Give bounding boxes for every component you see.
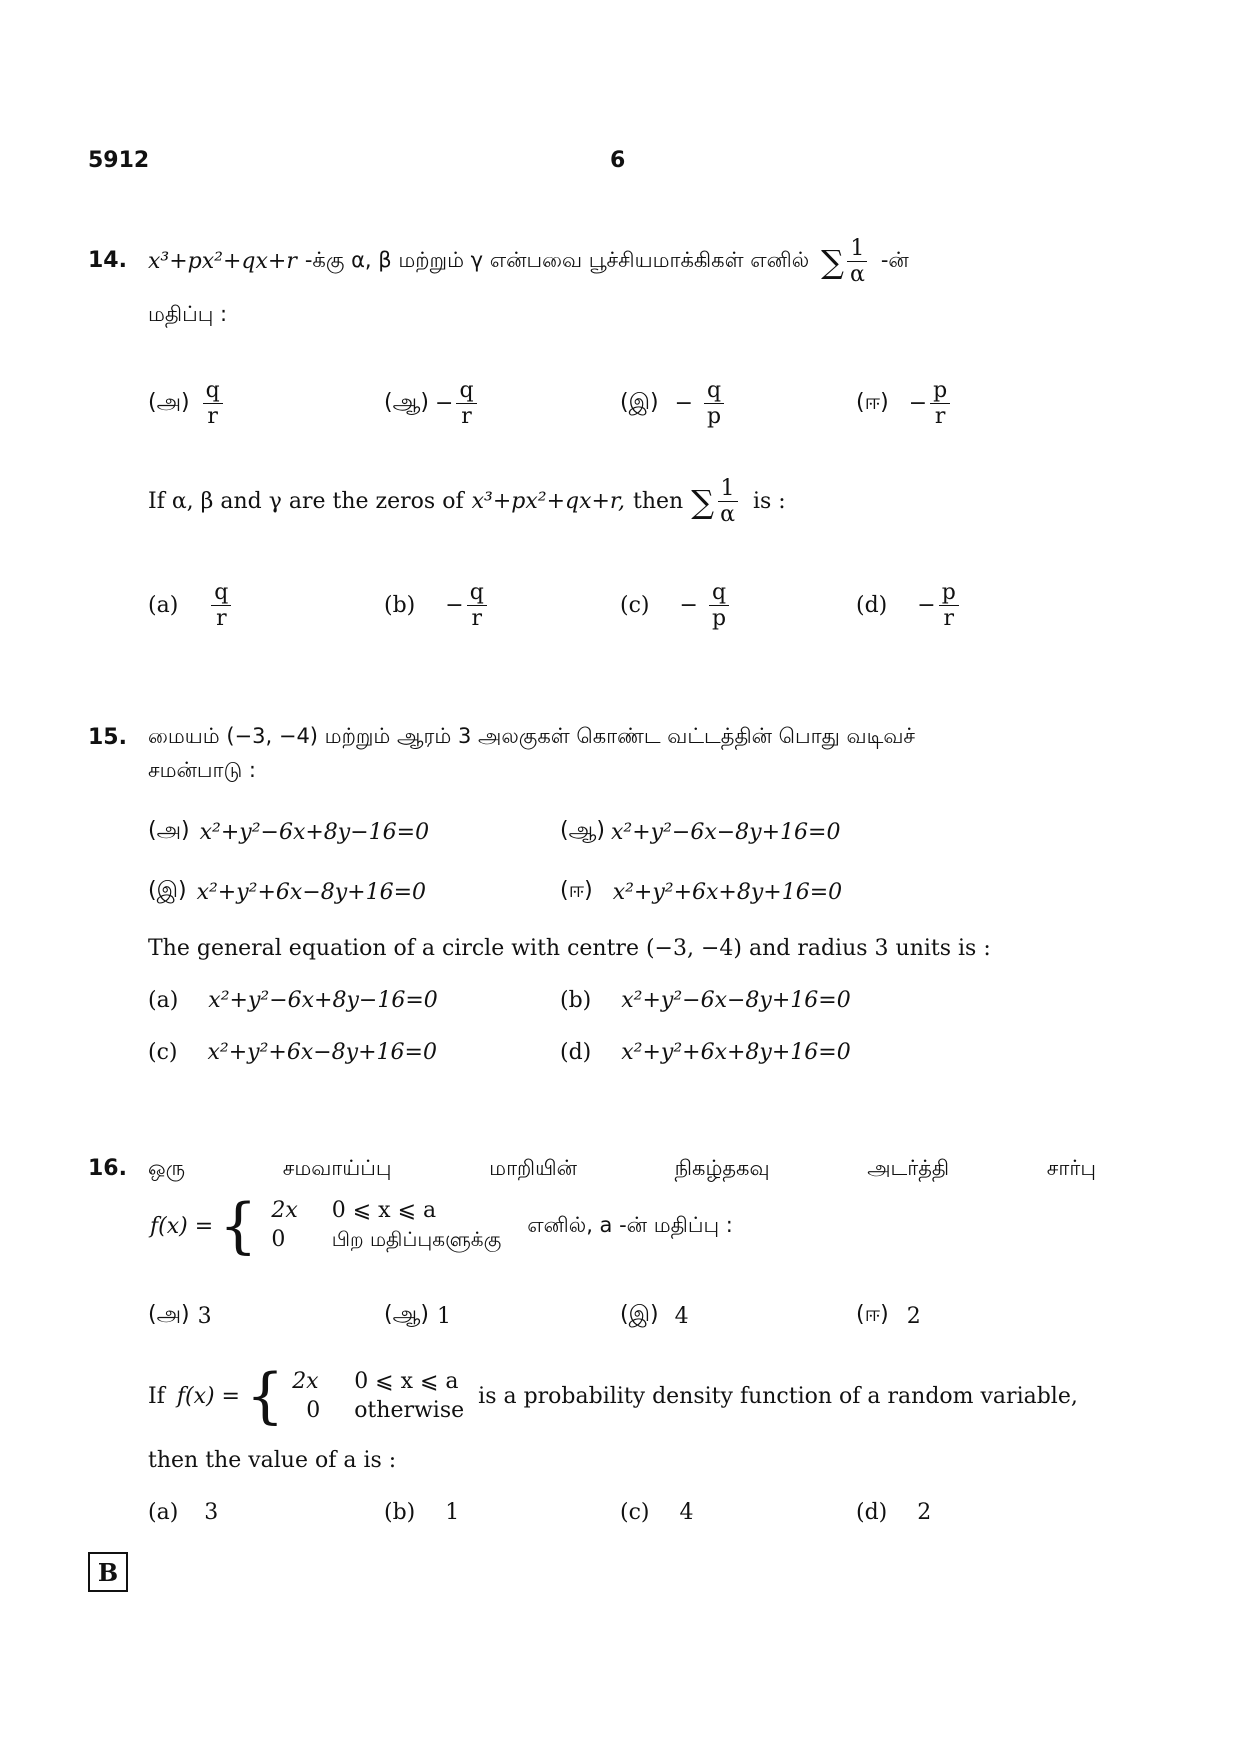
q16-en-option-c[interactable] <box>620 1500 694 1525</box>
option-label: (c) <box>148 1040 178 1065</box>
option-value: 3 <box>197 1303 212 1329</box>
option-label: (a) <box>148 988 179 1013</box>
q15-ta-option-b[interactable] <box>560 818 840 846</box>
q16-english-piecewise <box>148 1361 1078 1431</box>
case-condition: 0 ⩽ x ⩽ a <box>354 1369 459 1394</box>
sign: − <box>445 593 464 619</box>
q15-ta-option-d[interactable] <box>560 878 842 906</box>
frac-num: q <box>709 580 729 606</box>
page-number: 6 <box>610 148 626 173</box>
equation: x²+y²+6x−8y+16=0 <box>196 879 427 905</box>
q15-en-option-a[interactable] <box>148 988 438 1013</box>
q16-ta-option-a[interactable] <box>148 1302 212 1330</box>
tamil-word: அடர்த்தி <box>867 1156 950 1180</box>
sign: − <box>917 593 936 619</box>
tamil-word: சார்பு <box>1046 1156 1096 1180</box>
q14-frac-num: 1 <box>847 236 867 262</box>
q14-tamil-line2: மதிப்பு : <box>148 302 228 326</box>
option-label: (a) <box>148 593 179 619</box>
frac-den: α <box>720 502 735 528</box>
frac-den: p <box>707 404 722 430</box>
equation: x²+y²+6x+8y+16=0 <box>621 1040 851 1065</box>
sign: − <box>908 391 928 417</box>
equation: x²+y²−6x+8y−16=0 <box>208 988 438 1013</box>
option-value: 3 <box>204 1500 219 1525</box>
option-label: (b) <box>384 1500 416 1525</box>
option-value: 2 <box>917 1500 932 1525</box>
frac-num: 1 <box>718 476 738 502</box>
function-label: f(x) = <box>150 1213 214 1239</box>
option-label: (இ) <box>620 389 659 415</box>
tamil-word: மாறியின் <box>489 1156 578 1180</box>
option-label: (ஆ) <box>384 389 429 415</box>
option-label: (d) <box>560 1040 592 1065</box>
case-value: 2x <box>271 1198 298 1223</box>
q15-english-line: The general equation of a circle with centre (−3, −4) and radius 3 units is : <box>148 936 991 961</box>
paper-code: 5912 <box>88 148 150 173</box>
option-label: (d) <box>856 1500 888 1525</box>
frac-den: r <box>934 404 946 430</box>
option-label: (ஈ) <box>856 1302 889 1327</box>
equation: x²+y²+6x+8y+16=0 <box>612 879 843 905</box>
option-label: (ஆ) <box>384 1302 429 1327</box>
q16-english-tail: is a probability density function of a random variable, <box>478 1383 1078 1409</box>
q14-en-text3: is : <box>752 489 786 515</box>
case-condition: 0 ⩽ x ⩽ a <box>331 1198 437 1223</box>
option-label: (இ) <box>620 1302 659 1327</box>
q14-en-option-d[interactable] <box>856 580 962 632</box>
option-label: (b) <box>384 593 416 619</box>
q14-en-option-a[interactable] <box>148 580 234 632</box>
function-label: f(x) = <box>176 1383 240 1409</box>
q16-ta-option-b[interactable] <box>384 1302 451 1330</box>
frac-num: q <box>467 580 487 606</box>
q16-en-option-b[interactable] <box>384 1500 459 1525</box>
q16-ta-option-d[interactable] <box>856 1302 921 1330</box>
q14-frac-den: α <box>849 262 865 288</box>
q14-polynomial: x³+px²+qx+r <box>148 249 297 275</box>
q14-english-line <box>148 476 786 528</box>
version-box: B <box>88 1552 128 1592</box>
q15-ta-option-a[interactable] <box>148 818 429 846</box>
if-text: If <box>148 1383 165 1409</box>
left-brace: { <box>246 1361 285 1431</box>
frac-den: r <box>461 404 472 430</box>
option-label: (ஈ) <box>856 389 889 415</box>
case-condition: பிற மதிப்புகளுக்கு <box>331 1227 502 1251</box>
option-value: 1 <box>445 1500 460 1525</box>
option-label: (இ) <box>148 878 187 903</box>
case-value: 2x <box>292 1369 319 1394</box>
equation: x²+y²+6x−8y+16=0 <box>207 1040 437 1065</box>
piecewise-cases <box>292 1369 464 1423</box>
q16-tamil-piecewise <box>150 1191 733 1261</box>
equation: x²+y²−6x−8y+16=0 <box>621 988 851 1013</box>
option-value: 1 <box>437 1303 451 1329</box>
q16-ta-option-c[interactable] <box>620 1302 689 1330</box>
sign: − <box>674 391 694 417</box>
option-label: (அ) <box>148 1302 190 1327</box>
frac-num: q <box>211 580 231 606</box>
left-brace: { <box>219 1191 258 1261</box>
tamil-word: நிகழ்தகவு <box>674 1156 770 1180</box>
q14-tamil-text2: -ன் <box>880 248 909 273</box>
q14-en-text1: If α, β and γ are the zeros of <box>148 489 464 515</box>
question-number-15: 15. <box>88 725 127 750</box>
frac-num: q <box>456 378 476 404</box>
q16-en-option-a[interactable] <box>148 1500 218 1525</box>
question-number-14: 14. <box>88 248 127 273</box>
q15-en-option-b[interactable] <box>560 988 851 1013</box>
option-label: (a) <box>148 1500 179 1525</box>
case-value: 0 <box>271 1227 286 1252</box>
q15-tamil-line1: மையம் (−3, −4) மற்றும் ஆரம் 3 அலகுகள் கொண்ட வட்டத்தின் பொது வடிவச் <box>148 724 916 748</box>
frac-den: p <box>711 606 727 632</box>
frac-den: r <box>216 606 227 632</box>
q15-tamil-line2: சமன்பாடு : <box>148 758 256 782</box>
frac-den: r <box>471 606 482 632</box>
q14-en-option-c[interactable] <box>620 580 732 632</box>
piecewise-cases <box>271 1198 501 1254</box>
frac-num: q <box>203 378 223 404</box>
q14-ta-option-c[interactable] <box>620 378 727 430</box>
q14-ta-option-d[interactable] <box>856 378 953 430</box>
frac-num: q <box>704 378 724 404</box>
q14-reciprocal-alpha <box>847 236 868 288</box>
frac-num: p <box>939 580 959 606</box>
q14-en-text2: then <box>633 489 684 515</box>
frac-den: r <box>943 606 954 632</box>
frac-num: p <box>930 378 950 404</box>
q14-en-sum-symbol: ∑ <box>691 482 715 521</box>
option-label: (அ) <box>148 818 190 843</box>
option-value: 2 <box>906 1303 921 1329</box>
option-value: 4 <box>674 1303 689 1329</box>
equation: x²+y²−6x−8y+16=0 <box>611 819 841 845</box>
q15-en-option-d[interactable] <box>560 1040 851 1065</box>
question-number-16: 16. <box>88 1156 127 1181</box>
equation: x²+y²−6x+8y−16=0 <box>199 819 430 845</box>
option-label: (அ) <box>148 389 190 415</box>
q14-ta-option-b[interactable] <box>384 378 480 430</box>
tamil-word: சமவாய்ப்பு <box>282 1156 392 1180</box>
option-label: (b) <box>560 988 592 1013</box>
option-label: (d) <box>856 593 888 619</box>
option-label: (c) <box>620 1500 650 1525</box>
case-condition: otherwise <box>354 1398 465 1423</box>
sign: − <box>679 593 698 619</box>
q16-en-option-d[interactable] <box>856 1500 931 1525</box>
q14-en-option-b[interactable] <box>384 580 490 632</box>
q16-english-line2: then the value of a is : <box>148 1448 397 1473</box>
q14-ta-option-a[interactable] <box>148 378 226 430</box>
q14-en-polynomial: x³+px²+qx+r, <box>471 489 626 515</box>
sign: − <box>435 391 454 417</box>
q16-tamil-tail: எனில், a -ன் மதிப்பு : <box>527 1212 733 1237</box>
frac-den: r <box>207 404 218 430</box>
q16-tamil-line1 <box>148 1156 1096 1183</box>
q14-tamil-text1: -க்கு α, β மற்றும் γ என்பவை பூச்சியமாக்கிகள் எனில் <box>304 248 810 273</box>
option-label: (c) <box>620 593 650 619</box>
q15-ta-option-c[interactable] <box>148 878 426 906</box>
option-value: 4 <box>679 1500 694 1525</box>
q15-en-option-c[interactable] <box>148 1040 437 1065</box>
tamil-word: ஒரு <box>148 1156 186 1180</box>
case-value: 0 <box>306 1398 321 1423</box>
q14-sum-symbol: ∑ <box>821 242 844 281</box>
q14-tamil-line1 <box>148 236 909 288</box>
option-label: (ஈ) <box>560 878 593 903</box>
option-label: (ஆ) <box>560 818 605 843</box>
